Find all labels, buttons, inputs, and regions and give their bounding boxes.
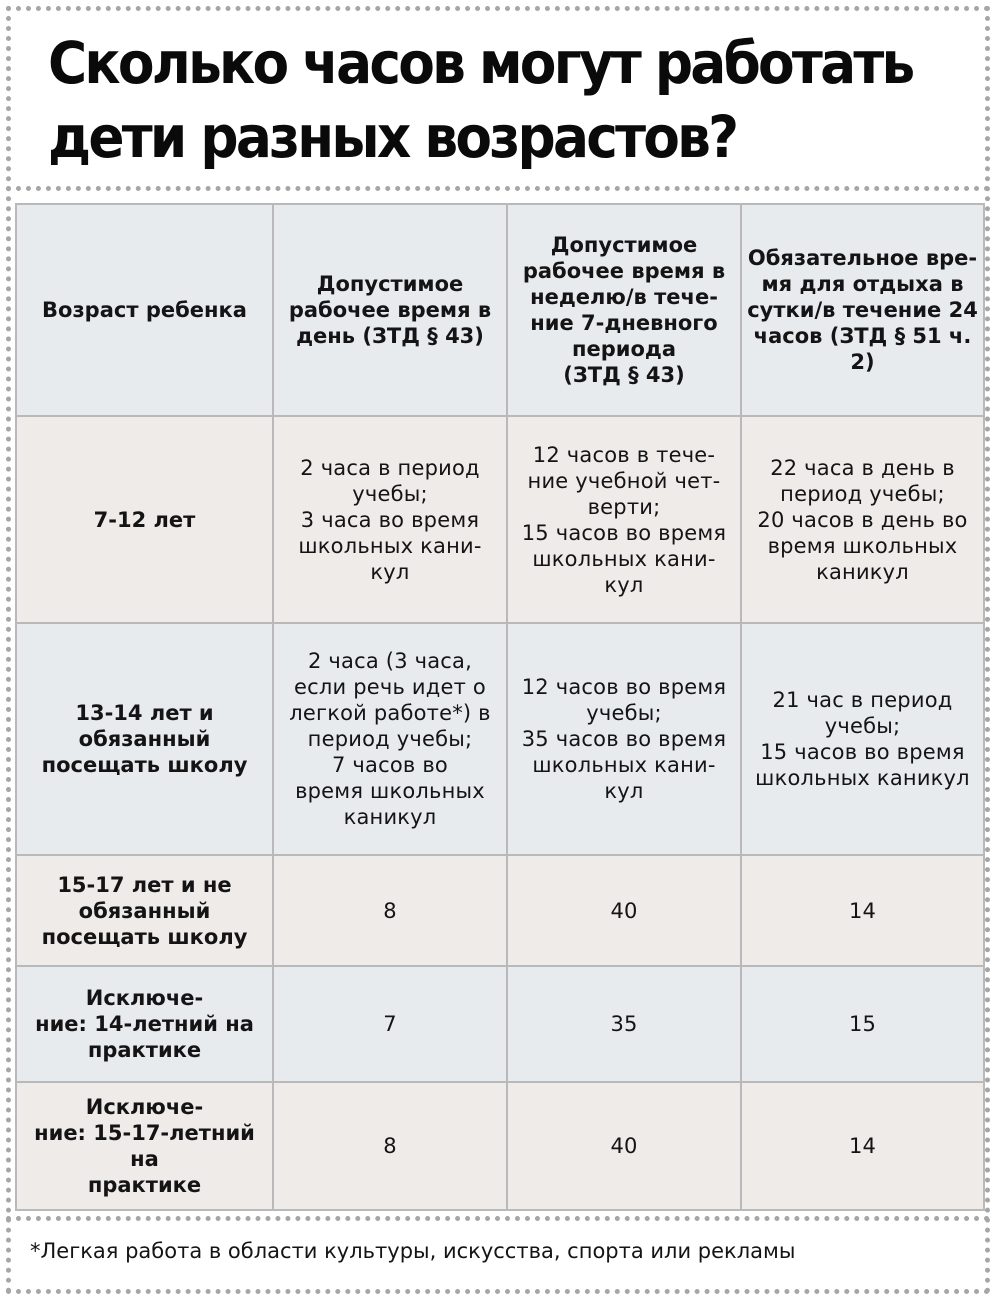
footnote-divider bbox=[6, 1216, 990, 1221]
age-cell: Исключе- ние: 15-17-летний на практике bbox=[16, 1082, 273, 1210]
per-day-cell: 2 часа в период учебы; 3 часа во время школьных кани- кул bbox=[273, 416, 507, 623]
per-week-cell: 12 часов в тече- ние учебной чет- верти; 15 часов во время школьных кани- кул bbox=[507, 416, 741, 623]
rest-cell: 15 bbox=[741, 966, 984, 1082]
title-line-1: Сколько часов могут работать bbox=[48, 29, 913, 97]
age-cell: 7-12 лет bbox=[16, 416, 273, 623]
work-hours-table bbox=[15, 203, 985, 1211]
per-week-cell: 40 bbox=[507, 855, 741, 966]
per-day-cell: 7 bbox=[273, 966, 507, 1082]
header-age: Возраст ребенка bbox=[16, 204, 273, 416]
table-row bbox=[16, 855, 984, 966]
header-per-day: Допустимое рабочее время в день (ЗТД § 43) bbox=[273, 204, 507, 416]
per-week-cell: 12 часов во время учебы; 35 часов во время школьных кани- кул bbox=[507, 623, 741, 855]
per-week-cell: 40 bbox=[507, 1082, 741, 1210]
age-cell: Исключе- ние: 14-летний на практике bbox=[16, 966, 273, 1082]
rest-cell: 14 bbox=[741, 1082, 984, 1210]
header-per-week: Допустимое рабочее время в неделю/в тече- ние 7-дневного периода (ЗТД § 43) bbox=[507, 204, 741, 416]
table-row bbox=[16, 416, 984, 623]
per-week-cell: 35 bbox=[507, 966, 741, 1082]
table-row bbox=[16, 1082, 984, 1210]
age-cell: 15-17 лет и не обязанный посещать школу bbox=[16, 855, 273, 966]
age-cell: 13-14 лет и обязанный посещать школу bbox=[16, 623, 273, 855]
title-line-2: дети разных возрастов? bbox=[48, 103, 737, 171]
rest-cell: 14 bbox=[741, 855, 984, 966]
per-day-cell: 2 часа (3 часа, если речь идет о легкой работе*) в период учебы; 7 часов во время школьных каникул bbox=[273, 623, 507, 855]
per-day-cell: 8 bbox=[273, 855, 507, 966]
rest-cell: 21 час в период учебы; 15 часов во время школьных каникул bbox=[741, 623, 984, 855]
footnote: *Легкая работа в области культуры, искусства, спорта или рекламы bbox=[30, 1239, 796, 1263]
header-rest: Обязательное вре- мя для отдыха в сутки/в течение 24 часов (ЗТД § 51 ч. 2) bbox=[741, 204, 984, 416]
table-row bbox=[16, 623, 984, 855]
per-day-cell: 8 bbox=[273, 1082, 507, 1210]
rest-cell: 22 часа в день в период учебы; 20 часов в день во время школьных каникул bbox=[741, 416, 984, 623]
page-title bbox=[48, 26, 913, 174]
title-divider bbox=[6, 186, 990, 191]
header-row bbox=[16, 204, 984, 416]
table-row bbox=[16, 966, 984, 1082]
